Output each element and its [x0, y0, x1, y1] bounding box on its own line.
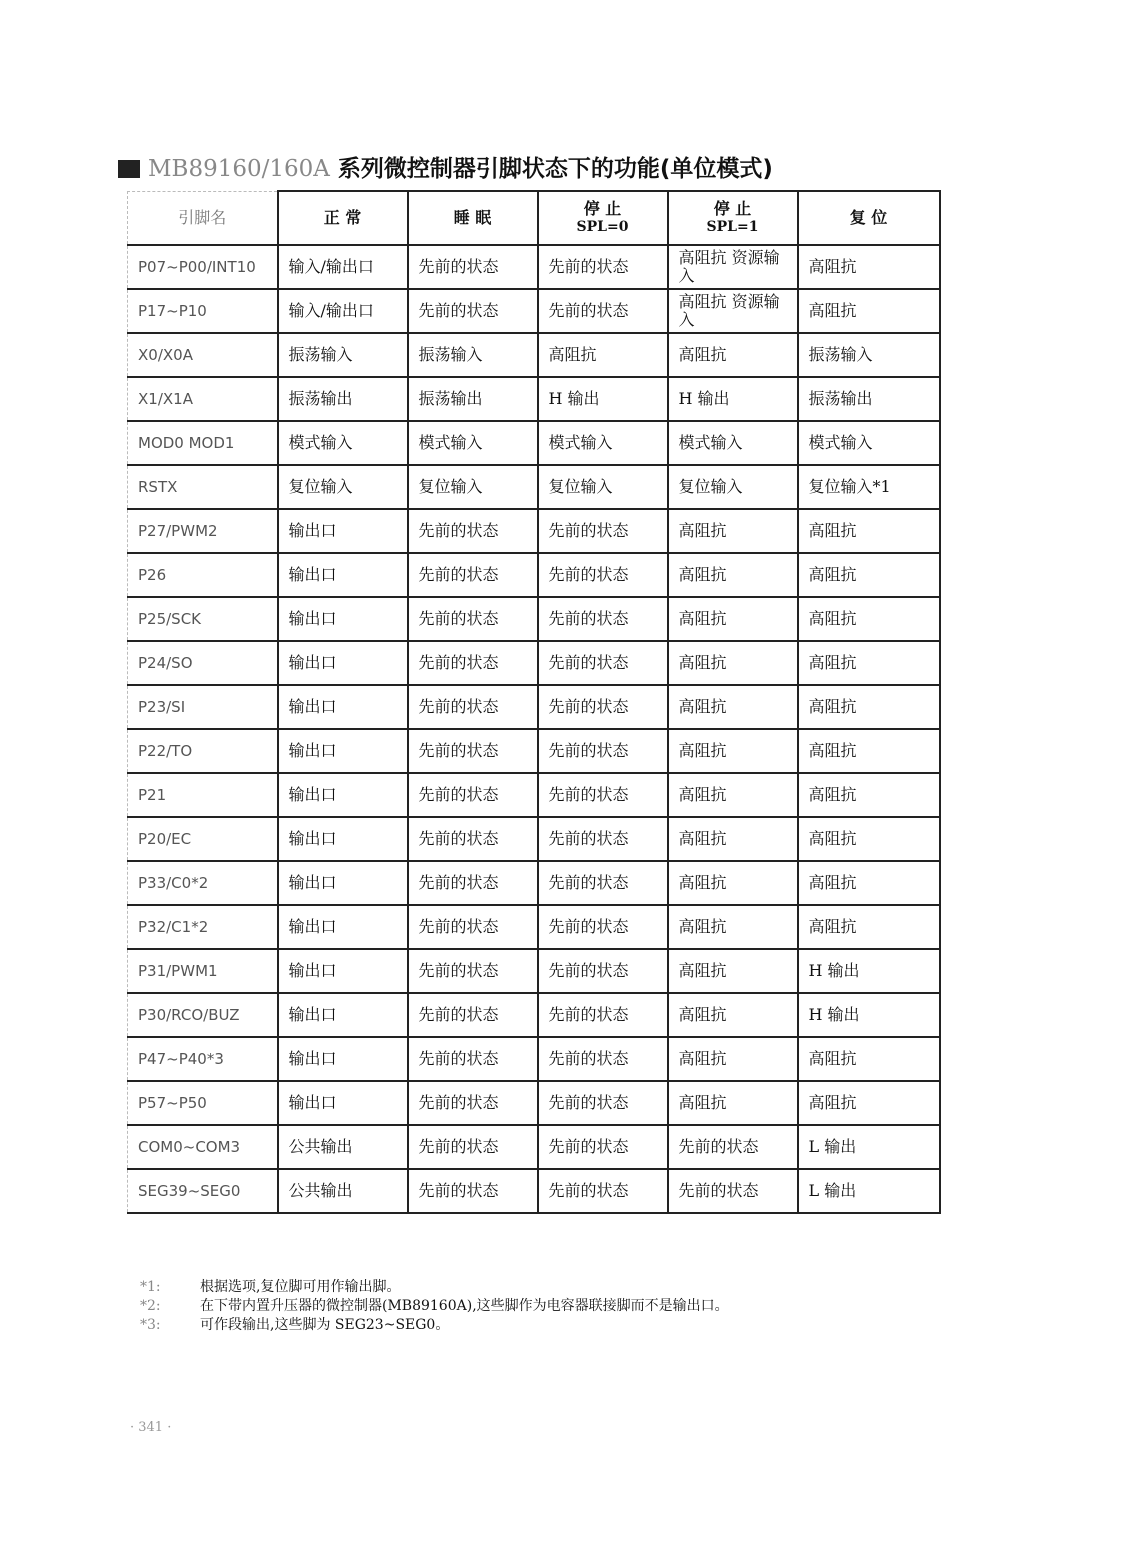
state-cell: H 输出: [798, 949, 940, 993]
state-cell: 输出口: [278, 597, 408, 641]
state-cell: 先前的状态: [538, 553, 668, 597]
state-cell: 高阻抗 资源输入: [668, 245, 798, 289]
state-cell: 高阻抗: [798, 509, 940, 553]
pin-name-cell: RSTX: [128, 465, 278, 509]
state-cell: 高阻抗: [668, 861, 798, 905]
table-row: [128, 597, 940, 641]
state-cell: 输出口: [278, 509, 408, 553]
table-row: [128, 553, 940, 597]
state-cell: 先前的状态: [538, 773, 668, 817]
state-cell: 输出口: [278, 641, 408, 685]
pin-name-cell: P07~P00/INT10: [128, 245, 278, 289]
col-header-stop-spl1: 停 止 SPL=1: [668, 191, 798, 245]
table-row: [128, 509, 940, 553]
state-cell: 高阻抗: [798, 817, 940, 861]
state-cell: 振荡输出: [278, 377, 408, 421]
pin-name-cell: P26: [128, 553, 278, 597]
state-cell: 先前的状态: [538, 993, 668, 1037]
state-cell: 先前的状态: [408, 1169, 538, 1213]
pin-name-cell: P24/SO: [128, 641, 278, 685]
col-header-reset: 复 位: [798, 191, 940, 245]
state-cell: 先前的状态: [408, 289, 538, 333]
state-cell: 先前的状态: [538, 597, 668, 641]
table-row: [128, 465, 940, 509]
state-cell: 先前的状态: [538, 245, 668, 289]
state-cell: 先前的状态: [538, 1081, 668, 1125]
state-cell: 高阻抗: [668, 993, 798, 1037]
state-cell: 振荡输入: [278, 333, 408, 377]
state-cell: L 输出: [798, 1125, 940, 1169]
table-row: [128, 817, 940, 861]
state-cell: 高阻抗: [798, 905, 940, 949]
state-cell: 复位输入: [668, 465, 798, 509]
state-cell: 高阻抗: [668, 1037, 798, 1081]
page-title: [118, 150, 773, 183]
table-row: [128, 993, 940, 1037]
state-cell: 先前的状态: [408, 817, 538, 861]
state-cell: 先前的状态: [668, 1169, 798, 1213]
state-cell: 高阻抗: [668, 729, 798, 773]
state-cell: 振荡输出: [798, 377, 940, 421]
state-cell: 高阻抗: [668, 905, 798, 949]
footnote: *2: 在下带内置升压器的微控制器(MB89160A),这些脚作为电容器联接脚而不是输出口。: [140, 1298, 729, 1314]
state-cell: 输出口: [278, 685, 408, 729]
state-cell: 复位输入: [278, 465, 408, 509]
table-row: [128, 905, 940, 949]
state-cell: 高阻抗: [668, 641, 798, 685]
state-cell: 先前的状态: [408, 993, 538, 1037]
state-cell: 先前的状态: [538, 509, 668, 553]
footnote: *3: 可作段输出,这些脚为 SEG23~SEG0。: [140, 1317, 450, 1333]
state-cell: 模式输入: [668, 421, 798, 465]
table-row: [128, 1169, 940, 1213]
state-cell: 先前的状态: [408, 509, 538, 553]
state-cell: 先前的状态: [408, 729, 538, 773]
state-cell: 先前的状态: [408, 861, 538, 905]
state-cell: 高阻抗: [668, 597, 798, 641]
state-cell: H 输出: [538, 377, 668, 421]
table-row: [128, 377, 940, 421]
state-cell: 输出口: [278, 817, 408, 861]
pin-name-cell: P47~P40*3: [128, 1037, 278, 1081]
pin-name-cell: X1/X1A: [128, 377, 278, 421]
footnotes: [140, 1278, 729, 1335]
state-cell: 输出口: [278, 1081, 408, 1125]
state-cell: 高阻抗: [798, 245, 940, 289]
state-cell: 模式输入: [408, 421, 538, 465]
state-cell: 高阻抗: [668, 1081, 798, 1125]
pin-name-cell: P25/SCK: [128, 597, 278, 641]
table-row: [128, 685, 940, 729]
state-cell: 高阻抗 资源输入: [668, 289, 798, 333]
state-cell: 先前的状态: [538, 949, 668, 993]
state-cell: 高阻抗: [798, 861, 940, 905]
state-cell: 先前的状态: [408, 1081, 538, 1125]
pin-state-table: [127, 190, 941, 1214]
state-cell: H 输出: [668, 377, 798, 421]
state-cell: 公共输出: [278, 1169, 408, 1213]
state-cell: 先前的状态: [408, 245, 538, 289]
state-cell: 先前的状态: [538, 817, 668, 861]
state-cell: 高阻抗: [798, 289, 940, 333]
state-cell: 先前的状态: [408, 597, 538, 641]
table-row: [128, 861, 940, 905]
state-cell: 输出口: [278, 949, 408, 993]
table-row: [128, 729, 940, 773]
state-cell: 振荡输出: [408, 377, 538, 421]
state-cell: 复位输入*1: [798, 465, 940, 509]
state-cell: 高阻抗: [798, 1037, 940, 1081]
state-cell: 高阻抗: [798, 685, 940, 729]
pin-name-cell: X0/X0A: [128, 333, 278, 377]
state-cell: 先前的状态: [538, 641, 668, 685]
table-row: [128, 1125, 940, 1169]
state-cell: 输出口: [278, 773, 408, 817]
state-cell: 高阻抗: [798, 1081, 940, 1125]
state-cell: 先前的状态: [408, 949, 538, 993]
state-cell: 输出口: [278, 1037, 408, 1081]
col-header-stop-spl0: 停 止 SPL=0: [538, 191, 668, 245]
state-cell: 先前的状态: [538, 685, 668, 729]
table-row: [128, 1037, 940, 1081]
state-cell: 复位输入: [538, 465, 668, 509]
pin-name-cell: P57~P50: [128, 1081, 278, 1125]
table-header-row: [128, 191, 940, 245]
col-header-pin: 引脚名: [128, 191, 278, 245]
state-cell: 高阻抗: [668, 333, 798, 377]
state-cell: 高阻抗: [798, 729, 940, 773]
state-cell: 先前的状态: [538, 1169, 668, 1213]
section-marker-icon: [118, 160, 140, 178]
state-cell: 高阻抗: [798, 597, 940, 641]
state-cell: 输出口: [278, 861, 408, 905]
state-cell: 高阻抗: [668, 509, 798, 553]
pin-name-cell: COM0~COM3: [128, 1125, 278, 1169]
state-cell: 高阻抗: [668, 949, 798, 993]
state-cell: 先前的状态: [538, 861, 668, 905]
pin-name-cell: P33/C0*2: [128, 861, 278, 905]
state-cell: 输出口: [278, 729, 408, 773]
state-cell: 高阻抗: [798, 553, 940, 597]
state-cell: 先前的状态: [408, 773, 538, 817]
pin-name-cell: P23/SI: [128, 685, 278, 729]
state-cell: 振荡输入: [798, 333, 940, 377]
state-cell: 复位输入: [408, 465, 538, 509]
state-cell: 高阻抗: [798, 641, 940, 685]
table-row: [128, 245, 940, 289]
state-cell: 先前的状态: [408, 1037, 538, 1081]
table-row: [128, 289, 940, 333]
state-cell: 输出口: [278, 993, 408, 1037]
state-cell: 高阻抗: [798, 773, 940, 817]
pin-name-cell: P30/RCO/BUZ: [128, 993, 278, 1037]
pin-name-cell: P21: [128, 773, 278, 817]
state-cell: 先前的状态: [538, 1125, 668, 1169]
state-cell: 先前的状态: [408, 1125, 538, 1169]
state-cell: 振荡输入: [408, 333, 538, 377]
state-cell: 先前的状态: [538, 289, 668, 333]
pin-name-cell: P20/EC: [128, 817, 278, 861]
state-cell: 先前的状态: [408, 905, 538, 949]
col-header-sleep: 睡 眠: [408, 191, 538, 245]
state-cell: 输入/输出口: [278, 245, 408, 289]
state-cell: 高阻抗: [668, 685, 798, 729]
pin-name-cell: P27/PWM2: [128, 509, 278, 553]
state-cell: 先前的状态: [538, 905, 668, 949]
pin-name-cell: P31/PWM1: [128, 949, 278, 993]
table-row: [128, 1081, 940, 1125]
table-row: [128, 421, 940, 465]
state-cell: 先前的状态: [538, 1037, 668, 1081]
state-cell: 高阻抗: [538, 333, 668, 377]
state-cell: 高阻抗: [668, 773, 798, 817]
pin-name-cell: SEG39~SEG0: [128, 1169, 278, 1213]
table-row: [128, 333, 940, 377]
state-cell: 先前的状态: [408, 553, 538, 597]
state-cell: 先前的状态: [538, 729, 668, 773]
state-cell: H 输出: [798, 993, 940, 1037]
state-cell: 输出口: [278, 553, 408, 597]
state-cell: 先前的状态: [668, 1125, 798, 1169]
state-cell: 公共输出: [278, 1125, 408, 1169]
pin-name-cell: P22/TO: [128, 729, 278, 773]
state-cell: 模式输入: [798, 421, 940, 465]
col-header-normal: 正 常: [278, 191, 408, 245]
table-row: [128, 641, 940, 685]
state-cell: 高阻抗: [668, 553, 798, 597]
state-cell: 模式输入: [278, 421, 408, 465]
state-cell: L 输出: [798, 1169, 940, 1213]
title-model: MB89160/160A: [148, 156, 330, 182]
page-number: · 341 ·: [130, 1420, 172, 1435]
pin-name-cell: P32/C1*2: [128, 905, 278, 949]
table-row: [128, 949, 940, 993]
footnote: *1: 根据选项,复位脚可用作输出脚。: [140, 1279, 401, 1295]
state-cell: 模式输入: [538, 421, 668, 465]
state-cell: 先前的状态: [408, 641, 538, 685]
pin-name-cell: P17~P10: [128, 289, 278, 333]
state-cell: 高阻抗: [668, 817, 798, 861]
pin-name-cell: MOD0 MOD1: [128, 421, 278, 465]
table-row: [128, 773, 940, 817]
state-cell: 先前的状态: [408, 685, 538, 729]
state-cell: 输入/输出口: [278, 289, 408, 333]
state-cell: 输出口: [278, 905, 408, 949]
title-text: 系列微控制器引脚状态下的功能(单位模式): [337, 156, 773, 182]
